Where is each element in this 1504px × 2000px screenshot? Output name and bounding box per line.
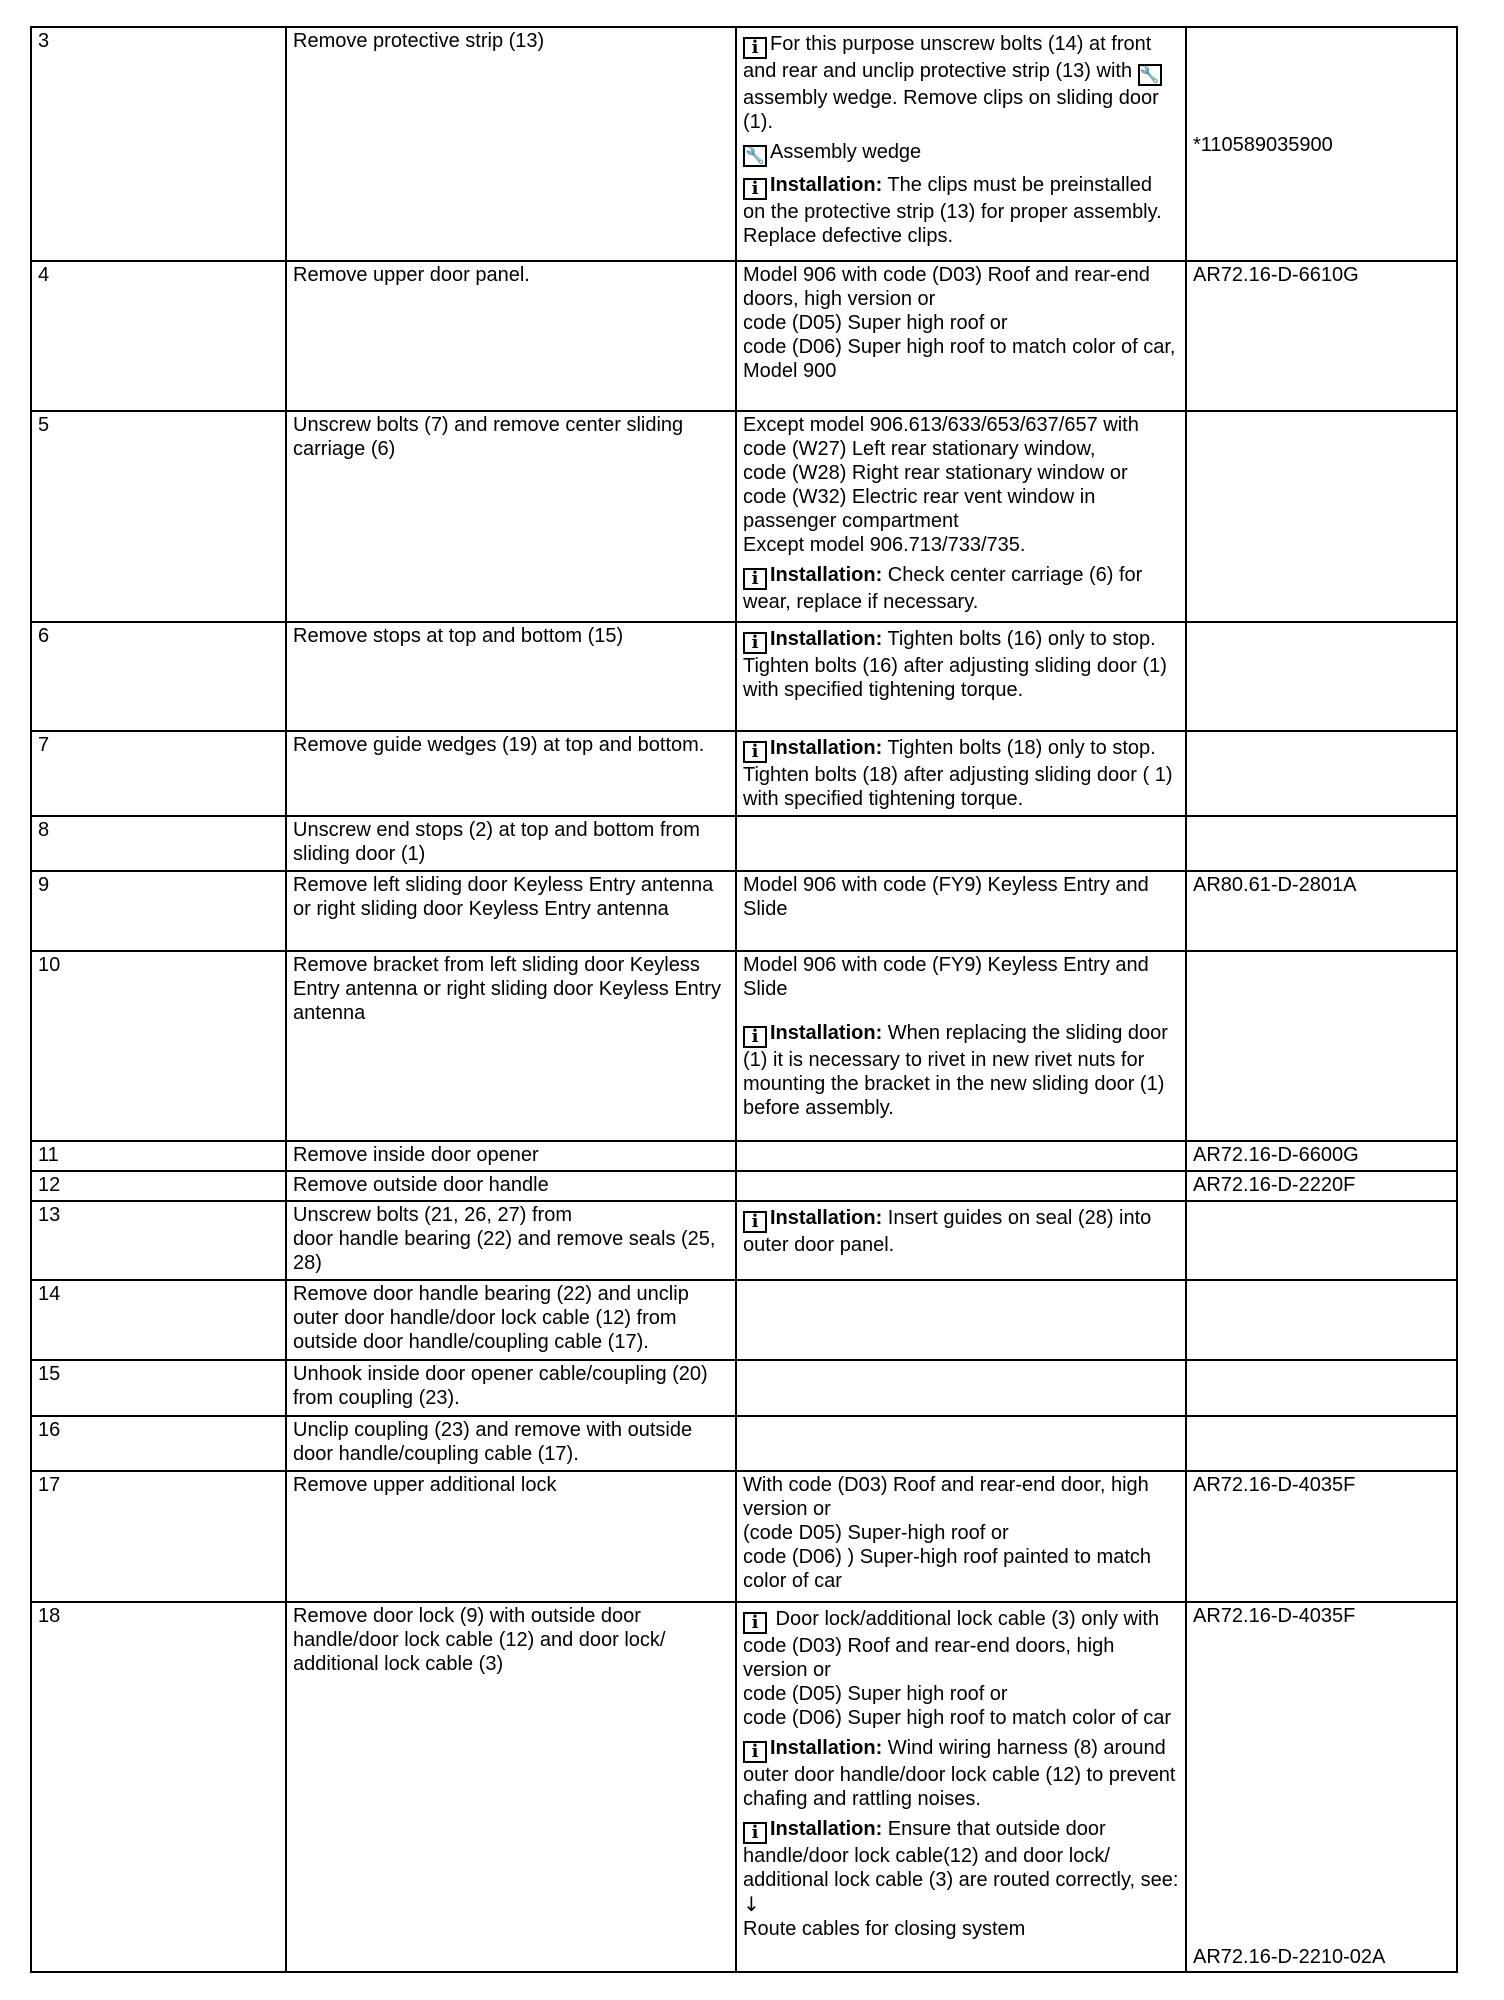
step-number: 7 <box>31 731 286 816</box>
table-row <box>31 622 1457 731</box>
step-number: 16 <box>31 1416 286 1471</box>
step-notes: i Installation: Tighten bolts (18) only to stop. Tighten bolts (18) after adjusting sliding door ( 1) with specified tightening torque. <box>736 731 1186 816</box>
step-action: Remove upper additional lock <box>286 1471 736 1602</box>
info-icon: i <box>743 568 767 590</box>
reference-link[interactable]: AR72.16-D-4035F <box>1193 1605 1356 1627</box>
step-action: Remove stops at top and bottom (15) <box>286 622 736 731</box>
step-notes: Model 906 with code (FY9) Keyless Entry and Slide <box>736 871 1186 951</box>
step-notes <box>736 1280 1186 1360</box>
info-icon: i <box>743 1741 767 1763</box>
step-reference <box>1186 1360 1457 1416</box>
table-row <box>31 731 1457 816</box>
step-notes: i Installation: Insert guides on seal (28) into outer door panel. <box>736 1201 1186 1280</box>
step-notes <box>736 1360 1186 1416</box>
step-notes <box>736 816 1186 871</box>
step-number: 3 <box>31 27 286 261</box>
step-reference <box>1186 622 1457 731</box>
step-action: Unscrew bolts (7) and remove center sliding carriage (6) <box>286 411 736 622</box>
step-notes: i Door lock/additional lock cable (3) only with code (D03) Roof and rear-end doors, high version or code (D05) Super high roof or code (D06) Super high roof to match color of car i Installation: Wind wiring harness (8) around outer door handle/door lock cable (12) to prevent chafing and rattling noises. i Installation: Ensure that outside door handle/door lock cable(12) and door lock/ additional lock cable (3) are routed correctly, see: ↓ Route cables for closing system <box>736 1602 1186 1972</box>
step-action: Remove upper door panel. <box>286 261 736 411</box>
info-icon: i <box>743 1822 767 1844</box>
step-number: 6 <box>31 622 286 731</box>
step-number: 4 <box>31 261 286 411</box>
step-reference[interactable]: AR72.16-D-2220F <box>1186 1171 1457 1201</box>
step-notes <box>736 1171 1186 1201</box>
table-row <box>31 411 1457 622</box>
step-action: Remove bracket from left sliding door Keyless Entry antenna or right sliding door Keyless Entry antenna <box>286 951 736 1141</box>
info-icon: i <box>743 37 767 59</box>
info-icon: i <box>743 741 767 763</box>
step-reference <box>1186 1280 1457 1360</box>
table-row <box>31 871 1457 951</box>
info-icon: i <box>743 1026 767 1048</box>
step-notes: i For this purpose unscrew bolts (14) at front and rear and unclip protective strip (13) with 🔧 assembly wedge. Remove clips on sliding door (1). 🔧 Assembly wedge i Installation: The clips must be preinstalled on the protective strip (13) for proper assembly. Replace defective clips. <box>736 27 1186 261</box>
step-reference[interactable]: AR72.16-D-6600G <box>1186 1141 1457 1171</box>
table-row <box>31 261 1457 411</box>
table-row <box>31 27 1457 261</box>
info-icon: i <box>743 178 767 200</box>
table-row <box>31 1416 1457 1471</box>
procedure-table <box>30 26 1458 1973</box>
step-number: 15 <box>31 1360 286 1416</box>
step-notes: Model 906 with code (FY9) Keyless Entry and Slide i Installation: When replacing the sliding door (1) it is necessary to rivet in new rivet nuts for mounting the bracket in the new sliding door (1) before assembly. <box>736 951 1186 1141</box>
step-action: Remove door handle bearing (22) and unclip outer door handle/door lock cable (12) from outside door handle/coupling cable (17). <box>286 1280 736 1360</box>
step-reference <box>1186 411 1457 622</box>
table-row <box>31 1280 1457 1360</box>
table-row <box>31 1171 1457 1201</box>
step-notes: Model 906 with code (D03) Roof and rear-end doors, high version or code (D05) Super high roof or code (D06) Super high roof to match color of car, Model 900 <box>736 261 1186 411</box>
step-action: Remove protective strip (13) <box>286 27 736 261</box>
arrow-down-icon: ↓ <box>743 1892 760 1916</box>
step-action: Unscrew end stops (2) at top and bottom from sliding door (1) <box>286 816 736 871</box>
step-reference <box>1186 731 1457 816</box>
step-action: Remove outside door handle <box>286 1171 736 1201</box>
step-number: 11 <box>31 1141 286 1171</box>
step-reference <box>1186 1602 1457 1972</box>
assembly-wedge-icon: 🔧 <box>1138 64 1162 86</box>
step-notes <box>736 1141 1186 1171</box>
step-notes: Except model 906.613/633/653/637/657 with code (W27) Left rear stationary window, code (W28) Right rear stationary window or code (W32) Electric rear vent window in passenger compartment Except model 906.713/733/735. i Installation: Check center carriage (6) for wear, replace if necessary. <box>736 411 1186 622</box>
step-number: 9 <box>31 871 286 951</box>
step-number: 12 <box>31 1171 286 1201</box>
info-icon: i <box>743 632 767 654</box>
info-icon: i <box>743 1612 767 1634</box>
assembly-wedge-icon: 🔧 <box>743 145 767 167</box>
step-reference <box>1186 1416 1457 1471</box>
step-reference <box>1186 816 1457 871</box>
step-action: Remove guide wedges (19) at top and bottom. <box>286 731 736 816</box>
step-notes <box>736 1416 1186 1471</box>
step-number: 8 <box>31 816 286 871</box>
step-reference: *110589035900 <box>1186 27 1457 261</box>
step-reference <box>1186 1201 1457 1280</box>
table-row <box>31 951 1457 1141</box>
info-icon: i <box>743 1211 767 1233</box>
step-action: Unscrew bolts (21, 26, 27) from door handle bearing (22) and remove seals (25, 28) <box>286 1201 736 1280</box>
step-action: Remove door lock (9) with outside door handle/door lock cable (12) and door lock/ additional lock cable (3) <box>286 1602 736 1972</box>
reference-link[interactable]: AR72.16-D-2210-02A <box>1193 1946 1386 1968</box>
step-number: 13 <box>31 1201 286 1280</box>
table-row <box>31 816 1457 871</box>
step-number: 17 <box>31 1471 286 1602</box>
step-reference[interactable]: AR72.16-D-6610G <box>1186 261 1457 411</box>
step-reference[interactable]: AR72.16-D-4035F <box>1186 1471 1457 1602</box>
table-row <box>31 1201 1457 1280</box>
cross-reference-link[interactable]: Route cables for closing system <box>743 1918 1026 1940</box>
table-row <box>31 1141 1457 1171</box>
step-number: 18 <box>31 1602 286 1972</box>
step-action: Unhook inside door opener cable/coupling (20) from coupling (23). <box>286 1360 736 1416</box>
step-action: Unclip coupling (23) and remove with outside door handle/coupling cable (17). <box>286 1416 736 1471</box>
step-reference <box>1186 951 1457 1141</box>
step-number: 14 <box>31 1280 286 1360</box>
step-number: 10 <box>31 951 286 1141</box>
step-reference[interactable]: AR80.61-D-2801A <box>1186 871 1457 951</box>
table-row <box>31 1360 1457 1416</box>
step-action: Remove inside door opener <box>286 1141 736 1171</box>
table-row <box>31 1602 1457 1972</box>
step-action: Remove left sliding door Keyless Entry antenna or right sliding door Keyless Entry antenna <box>286 871 736 951</box>
step-notes: With code (D03) Roof and rear-end door, high version or (code D05) Super-high roof or code (D06) ) Super-high roof painted to match color of car <box>736 1471 1186 1602</box>
table-row <box>31 1471 1457 1602</box>
step-notes: i Installation: Tighten bolts (16) only to stop. Tighten bolts (16) after adjusting sliding door (1) with specified tightening torque. <box>736 622 1186 731</box>
step-number: 5 <box>31 411 286 622</box>
